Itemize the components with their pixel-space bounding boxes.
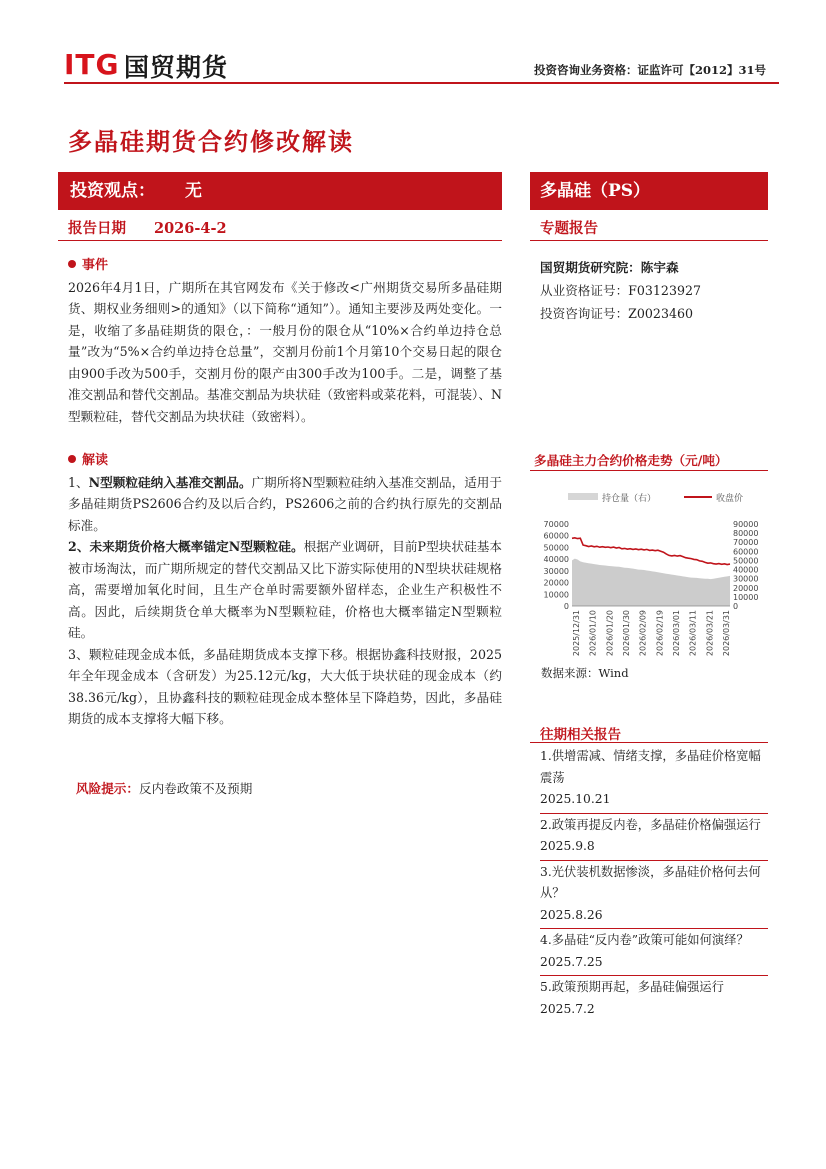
- y-left-tick-label: 0: [563, 602, 569, 611]
- related-report-item[interactable]: 2.政策再提反内卷，多晶硅价格偏强运行 2025.9.8: [540, 814, 768, 861]
- y-right-tick-label: 0: [733, 602, 739, 611]
- analysis-point-3: 3、颗粒硅现金成本低，多晶硅期货成本支撑下移。根据协鑫科技财报，2025年全年现金成本（含研发）为25.12元/kg，大大低于块状硅的现金成本（约38.36元/kg），且协鑫科技的颗粒硅现金成本整体呈下降趋势，因此，多晶硅期货的成本支撑将大幅下移。: [68, 646, 502, 726]
- related-report-item[interactable]: 1.供增需减、情绪支撑，多晶硅价格宽幅震荡 2025.10.21: [540, 745, 768, 814]
- analyst-info: [540, 256, 701, 325]
- y-left-tick-label: 70000: [543, 520, 569, 529]
- legend-open-interest: 持仓量（右）: [602, 494, 657, 504]
- investment-view-value: 无: [185, 181, 202, 201]
- y-right-tick-label: 60000: [733, 547, 759, 557]
- investment-view-bar: [58, 172, 502, 210]
- y-left-tick-label: 30000: [543, 566, 569, 576]
- report-date-row: [68, 217, 227, 238]
- y-left-tick-label: 10000: [543, 590, 569, 600]
- bullet-icon: [68, 455, 76, 463]
- y-left-tick-label: 20000: [543, 578, 569, 588]
- report-title: 多晶硅期货合约修改解读: [68, 127, 354, 156]
- risk-label: 风险提示：: [76, 781, 139, 796]
- related-report-item[interactable]: 4.多晶硅“反内卷”政策可能如何演绎？ 2025.7.25: [540, 929, 768, 976]
- report-type-divider: [530, 240, 768, 241]
- event-text: 2026年4月1日，广期所在其官网发布《关于修改<广州期货交易所多晶硅期货、期权业务细则>的通知》（以下简称“通知”）。通知主要涉及两处变化。一是，收缩了多晶硅期货的限仓，：一般月份的限仓从“10%×合约单边持仓总量”改为“5%×合约单边持仓总量”，交割月份前1个月第10个交易日起的限仓由900手改为500手，交割月份的限产由300手改为100手。二是，调整了基准交割品和替代交割品。基准交割品为块状硅（致密料或菜花料，可混装）、N型颗粒硅，替代交割品为块状硅（致密料）。: [68, 279, 502, 424]
- product-bar: [530, 172, 768, 210]
- y-left-tick-label: 60000: [543, 531, 569, 541]
- chart-title: 多晶硅主力合约价格走势（元/吨）: [534, 453, 728, 468]
- x-tick-label: 2026/02/09: [638, 610, 648, 657]
- bullet-icon: [68, 260, 76, 268]
- analyst-cert-1: 从业资格证号：F03123927: [540, 283, 701, 298]
- related-reports-list: [540, 745, 768, 1022]
- y-right-tick-label: 40000: [733, 565, 759, 575]
- y-right-tick-label: 10000: [733, 592, 759, 602]
- y-right-tick-label: 20000: [733, 583, 759, 593]
- related-report-item[interactable]: 5.政策预期再起，多晶硅偏强运行 2025.7.2: [540, 980, 724, 1016]
- y-right-tick-label: 50000: [733, 556, 759, 566]
- y-right-tick-label: 80000: [733, 529, 759, 539]
- header-divider: [64, 82, 779, 84]
- x-tick-label: 2026/03/31: [722, 610, 731, 657]
- investment-view-label: 投资观点：: [70, 181, 155, 201]
- y-left-tick-label: 50000: [543, 543, 569, 553]
- analyst-institute: 国贸期货研究院：陈宇森: [540, 260, 679, 275]
- logo-company-name: 国贸期货: [124, 53, 229, 82]
- legend-close-price: 收盘价: [716, 494, 744, 504]
- x-tick-label: 2026/01/30: [622, 610, 631, 657]
- data-source: 数据来源：Wind: [541, 666, 629, 680]
- y-right-tick-label: 90000: [733, 520, 759, 529]
- risk-text: 反内卷政策不及预期: [138, 781, 253, 796]
- analysis-section: [68, 450, 502, 730]
- x-tick-label: 2026/03/21: [705, 610, 715, 657]
- x-tick-label: 2026/02/19: [655, 610, 665, 657]
- related-reports-heading: 往期相关报告: [540, 727, 621, 743]
- chart-title-divider: [530, 470, 768, 471]
- y-left-tick-label: 40000: [543, 555, 569, 565]
- analyst-cert-2: 投资咨询证号：Z0023460: [540, 306, 693, 321]
- price-chart: [534, 484, 770, 662]
- report-date: 2026-4-2: [154, 220, 227, 237]
- analysis-heading: 解读: [68, 450, 502, 472]
- report-date-label: 报告日期: [68, 220, 126, 237]
- x-tick-label: 2026/01/20: [605, 610, 615, 657]
- open-interest-area: [572, 559, 730, 606]
- logo-itg: ITG: [64, 48, 120, 81]
- x-tick-label: 2025/12/31: [572, 610, 581, 657]
- x-tick-label: 2026/01/10: [588, 610, 598, 657]
- license-text: 投资咨询业务资格：证监许可【2012】31号: [533, 63, 766, 77]
- related-divider: [530, 742, 768, 743]
- y-right-tick-label: 70000: [733, 538, 759, 548]
- close-price-line: [572, 538, 730, 565]
- event-section: [68, 255, 502, 427]
- y-right-tick-label: 30000: [733, 574, 759, 584]
- x-tick-label: 2026/03/11: [688, 610, 698, 657]
- analysis-point-1: 1、N型颗粒硅纳入基准交割品。广期所将N型颗粒硅纳入基准交割品，适用于多晶硅期货PS2606合约及以后合约，PS2606之前的合约执行原先的交割品标准。: [68, 474, 502, 533]
- date-divider: [58, 240, 502, 241]
- legend-swatch-open-interest: [568, 493, 598, 500]
- report-type: 专题报告: [540, 220, 598, 237]
- analysis-point-2: 2、未来期货价格大概率锚定N型颗粒硅。根据产业调研，目前P型块状硅基本被市场淘汰，而广期所规定的替代交割品又比下游实际使用的N型块状硅规格高，需要增加氧化时间，且生产仓单时需要额外留样态，企业生产积极性不高。因此，后续期货仓单大概率为N型颗粒硅，价格也大概率锚定N型颗粒硅。: [68, 539, 502, 640]
- x-tick-label: 2026/03/01: [672, 610, 681, 657]
- risk-warning: [76, 778, 252, 797]
- product-name: 多晶硅（PS）: [540, 181, 651, 201]
- related-report-item[interactable]: 3.光伏装机数据惨淡，多晶硅价格何去何从？ 2025.8.26: [540, 861, 768, 930]
- chart-legend: [568, 492, 743, 504]
- event-heading: 事件: [68, 255, 502, 277]
